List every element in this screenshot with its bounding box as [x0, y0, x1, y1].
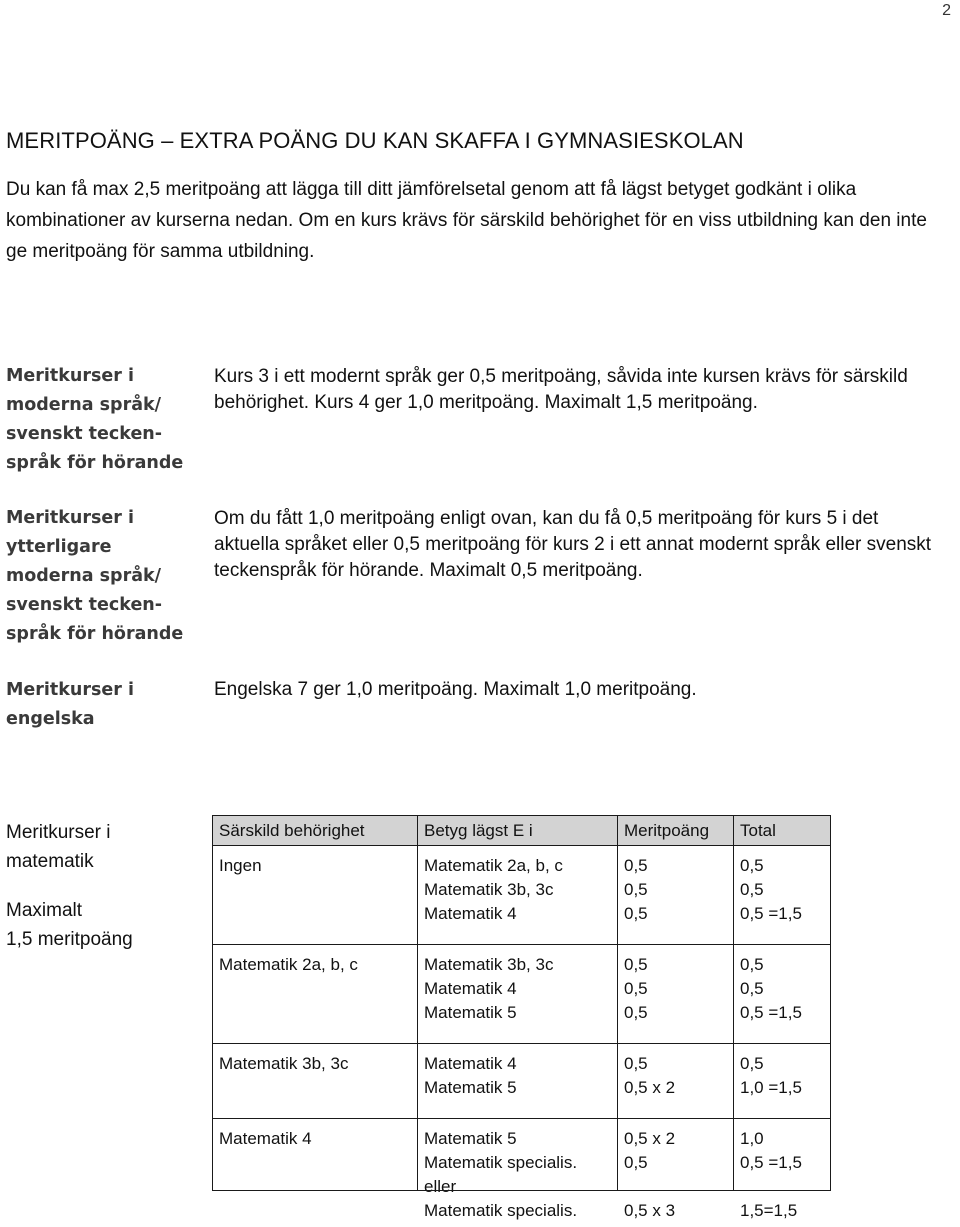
- math-merit-table: [213, 816, 830, 1227]
- cell-spacer: [740, 1175, 824, 1199]
- section-text-english: Engelska 7 ger 1,0 meritpoäng. Maximalt 1,0 meritpoäng.: [214, 677, 934, 703]
- intro-paragraph: Du kan få max 2,5 meritpoäng att lägga till ditt jämförelsetal genom att få lägst betyget godkänt i olika kombinationer av kurserna nedan. Om en kurs krävs för särskild behörighet för en viss utbildning kan den inte ge meritpoäng för samma utbildning.: [6, 174, 936, 267]
- section-label-math: [6, 818, 191, 954]
- math-note-line: 1,5 meritpoäng: [6, 925, 191, 954]
- label-line: Meritkurser i: [6, 676, 191, 705]
- cell-text: 1,0 =1,5: [740, 1076, 824, 1100]
- column-divider: [617, 815, 618, 1191]
- table-row: [213, 846, 830, 945]
- section-label-modern-languages: [6, 362, 191, 478]
- cell-text: 0,5 x 3: [624, 1199, 728, 1223]
- cell-text: Ingen: [219, 854, 412, 878]
- table-row: [213, 1044, 830, 1119]
- label-line: ytterligare: [6, 533, 191, 562]
- cell-text: Matematik 4: [424, 1052, 612, 1076]
- section-label-english: [6, 676, 191, 734]
- label-line: engelska: [6, 705, 191, 734]
- cell-totals: [734, 1119, 830, 1227]
- cell-text: eller: [424, 1175, 612, 1199]
- table-row: [213, 1119, 830, 1227]
- cell-text: 0,5: [624, 953, 728, 977]
- label-line: språk för hörande: [6, 620, 191, 649]
- cell-text: 0,5 x 2: [624, 1076, 728, 1100]
- cell-totals: [734, 846, 830, 945]
- header-total: Total: [734, 816, 830, 846]
- section-text-modern-languages: Kurs 3 i ett modernt språk ger 0,5 meritpoäng, såvida inte kursen krävs för särskild behörighet. Kurs 4 ger 1,0 meritpoäng. Maximalt 1,5 meritpoäng.: [214, 364, 934, 416]
- cell-text: 0,5 =1,5: [740, 1151, 824, 1175]
- label-line: Meritkurser i: [6, 818, 191, 847]
- cell-points: [618, 846, 734, 945]
- cell-requirement: [213, 945, 418, 1044]
- cell-text: 0,5: [740, 1052, 824, 1076]
- cell-text: 0,5 =1,5: [740, 1001, 824, 1025]
- cell-text: 0,5: [624, 902, 728, 926]
- cell-text: Matematik 2a, b, c: [219, 953, 412, 977]
- cell-text: Matematik 5: [424, 1127, 612, 1151]
- table-header-row: [213, 816, 830, 846]
- cell-points: [618, 945, 734, 1044]
- cell-text: 0,5: [624, 1151, 728, 1175]
- header-requirement: Särskild behörighet: [213, 816, 418, 846]
- header-points: Meritpoäng: [618, 816, 734, 846]
- label-line: Meritkurser i: [6, 362, 191, 391]
- cell-text: 1,0: [740, 1127, 824, 1151]
- cell-text: Matematik 5: [424, 1001, 612, 1025]
- cell-requirement: [213, 846, 418, 945]
- table-row: [213, 945, 830, 1044]
- cell-text: 0,5: [740, 878, 824, 902]
- cell-text: 0,5 =1,5: [740, 902, 824, 926]
- cell-text: Matematik specialis.: [424, 1151, 612, 1175]
- page-heading: MERITPOÄNG – EXTRA POÄNG DU KAN SKAFFA I GYMNASIESKOLAN: [6, 128, 744, 154]
- cell-courses: [418, 846, 618, 945]
- section-label-additional-languages: [6, 504, 191, 649]
- cell-text: Matematik 5: [424, 1076, 612, 1100]
- math-note-line: Maximalt: [6, 896, 191, 925]
- cell-text: 0,5 x 2: [624, 1127, 728, 1151]
- cell-points: [618, 1044, 734, 1119]
- cell-requirement: [213, 1044, 418, 1119]
- section-text-additional-languages: Om du fått 1,0 meritpoäng enligt ovan, kan du få 0,5 meritpoäng för kurs 5 i det aktuella språket eller 0,5 meritpoäng för kurs 2 i ett annat modernt språk eller svenskt teckenspråk för hörande. Maximalt 0,5 meritpoäng.: [214, 506, 934, 584]
- cell-text: 0,5: [624, 878, 728, 902]
- cell-text: 0,5: [624, 977, 728, 1001]
- cell-text: Matematik 3b, 3c: [424, 953, 612, 977]
- cell-courses: [418, 1119, 618, 1227]
- cell-text: Matematik specialis.: [424, 1199, 612, 1223]
- column-divider: [733, 815, 734, 1191]
- cell-text: 0,5: [740, 977, 824, 1001]
- cell-text: Matematik 4: [219, 1127, 412, 1151]
- cell-courses: [418, 1044, 618, 1119]
- cell-text: 0,5: [624, 1052, 728, 1076]
- header-grade: Betyg lägst E i: [418, 816, 618, 846]
- cell-points: [618, 1119, 734, 1227]
- cell-text: Matematik 3b, 3c: [424, 878, 612, 902]
- cell-text: 0,5: [740, 953, 824, 977]
- cell-courses: [418, 945, 618, 1044]
- cell-text: Matematik 2a, b, c: [424, 854, 612, 878]
- cell-text: Matematik 3b, 3c: [219, 1052, 412, 1076]
- cell-text: 0,5: [624, 854, 728, 878]
- cell-text: 0,5: [740, 854, 824, 878]
- cell-totals: [734, 945, 830, 1044]
- column-divider: [417, 815, 418, 1191]
- cell-text: 0,5: [624, 1001, 728, 1025]
- cell-text: Matematik 4: [424, 977, 612, 1001]
- label-line: moderna språk/: [6, 391, 191, 420]
- cell-text: Matematik 4: [424, 902, 612, 926]
- label-line: svenskt tecken-: [6, 420, 191, 449]
- cell-spacer: [624, 1175, 728, 1199]
- label-line: Meritkurser i: [6, 504, 191, 533]
- label-line: språk för hörande: [6, 449, 191, 478]
- label-line: moderna språk/: [6, 562, 191, 591]
- cell-text: 1,5=1,5: [740, 1199, 824, 1223]
- page-number: 2: [942, 2, 951, 20]
- cell-totals: [734, 1044, 830, 1119]
- label-line: matematik: [6, 847, 191, 876]
- label-line: svenskt tecken-: [6, 591, 191, 620]
- cell-requirement: [213, 1119, 418, 1227]
